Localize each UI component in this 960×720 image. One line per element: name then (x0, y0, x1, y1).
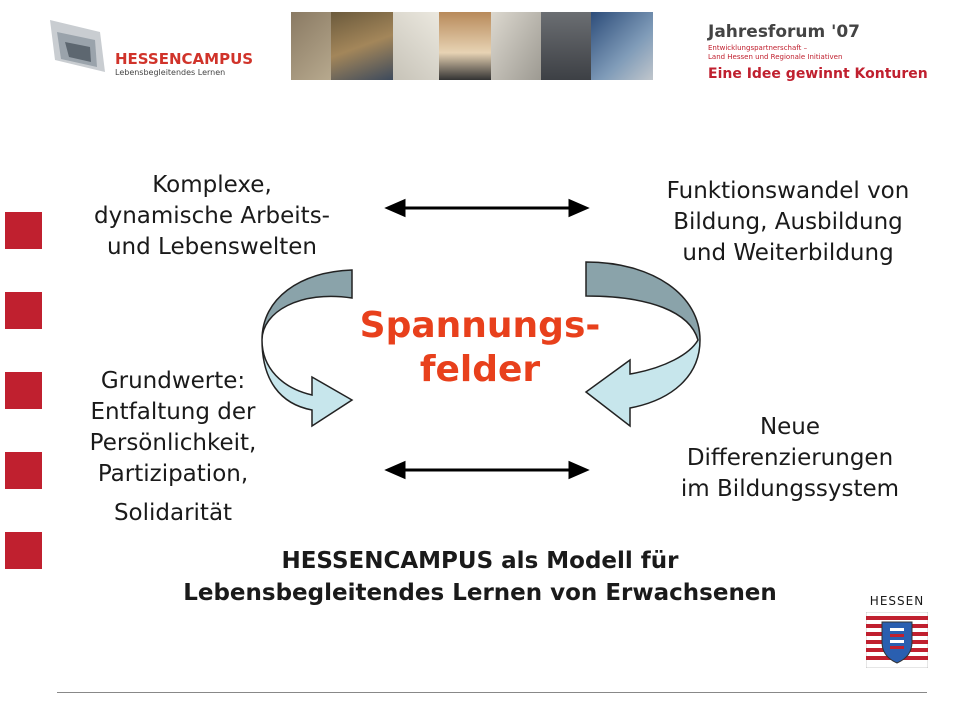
top-right-text (636, 176, 940, 269)
event-subtitle-line1: Entwicklungspartnerschaft – (708, 44, 808, 52)
bottom-left-line5: Solidarität (113, 500, 233, 526)
bottom-right-line1: Neue (759, 414, 821, 440)
bottom-left-line3: Persönlichkeit, (89, 430, 257, 456)
footer-line2: Lebensbegleitendes Lernen von Erwachsenen (183, 580, 777, 606)
double-arrow-bottom-icon (388, 463, 586, 477)
bottom-right-line2: Differenzierungen (686, 445, 894, 471)
top-left-line2: dynamische Arbeits- (94, 203, 330, 229)
bottom-left-line4: Partizipation, (97, 461, 249, 487)
footer-line1: HESSENCAMPUS als Modell für (281, 548, 679, 574)
top-right-line1: Funktionswandel von (666, 178, 910, 204)
bottom-left-line2: Entfaltung der (90, 399, 256, 425)
footer-caption (90, 545, 870, 609)
event-subtitle-line2: Land Hessen und Regionale Initiativen (708, 53, 843, 61)
logo-subtitle: Lebensbegleitendes Lernen (115, 68, 226, 77)
event-tagline: Eine Idee gewinnt Konturen (708, 66, 928, 82)
hessen-coat-of-arms-icon (866, 612, 928, 668)
bottom-right-text (640, 412, 940, 505)
top-left-text (62, 170, 362, 263)
bottom-left-text (58, 366, 288, 529)
hessen-label: HESSEN (869, 594, 925, 608)
center-title-line2: felder (419, 349, 541, 390)
bottom-left-line1: Grundwerte: (100, 368, 246, 394)
bottom-right-line3: im Bildungssystem (680, 476, 900, 502)
bottom-divider (57, 692, 927, 693)
logo-title: HESSENCAMPUS (115, 50, 254, 68)
top-left-line1: Komplexe, (152, 172, 272, 198)
center-title (330, 304, 630, 392)
center-title-line1: Spannungs- (359, 305, 601, 346)
top-right-line2: Bildung, Ausbildung (673, 209, 903, 235)
double-arrow-top-icon (388, 201, 586, 215)
top-right-line3: und Weiterbildung (682, 240, 894, 266)
event-title: Jahresforum '07 (708, 22, 860, 42)
top-left-line3: und Lebenswelten (106, 234, 318, 260)
